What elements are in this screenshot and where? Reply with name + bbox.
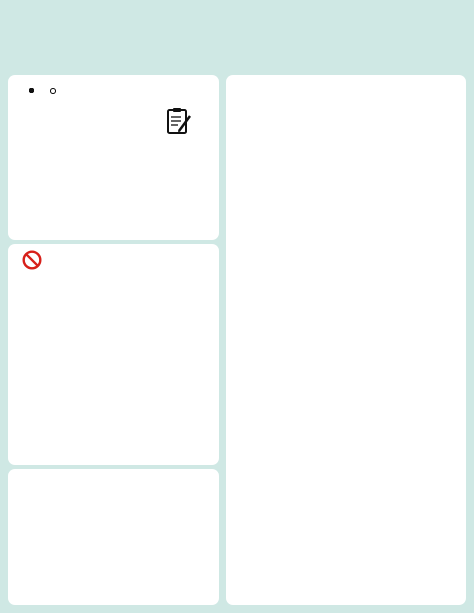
- abbreviations-panel: [226, 75, 466, 605]
- abbreviations-list: [226, 81, 466, 82]
- dont-do-list: [8, 270, 219, 272]
- other-heading: [8, 469, 219, 475]
- dont-do-header: [8, 244, 219, 270]
- prescott-note: [8, 91, 219, 93]
- login-instructions-panel: [8, 75, 219, 240]
- prohibited-icon: [22, 250, 42, 270]
- other-panel: [8, 469, 219, 605]
- clipboard-icon: [166, 107, 192, 135]
- page-title: [0, 8, 474, 72]
- dont-do-panel: [8, 244, 219, 465]
